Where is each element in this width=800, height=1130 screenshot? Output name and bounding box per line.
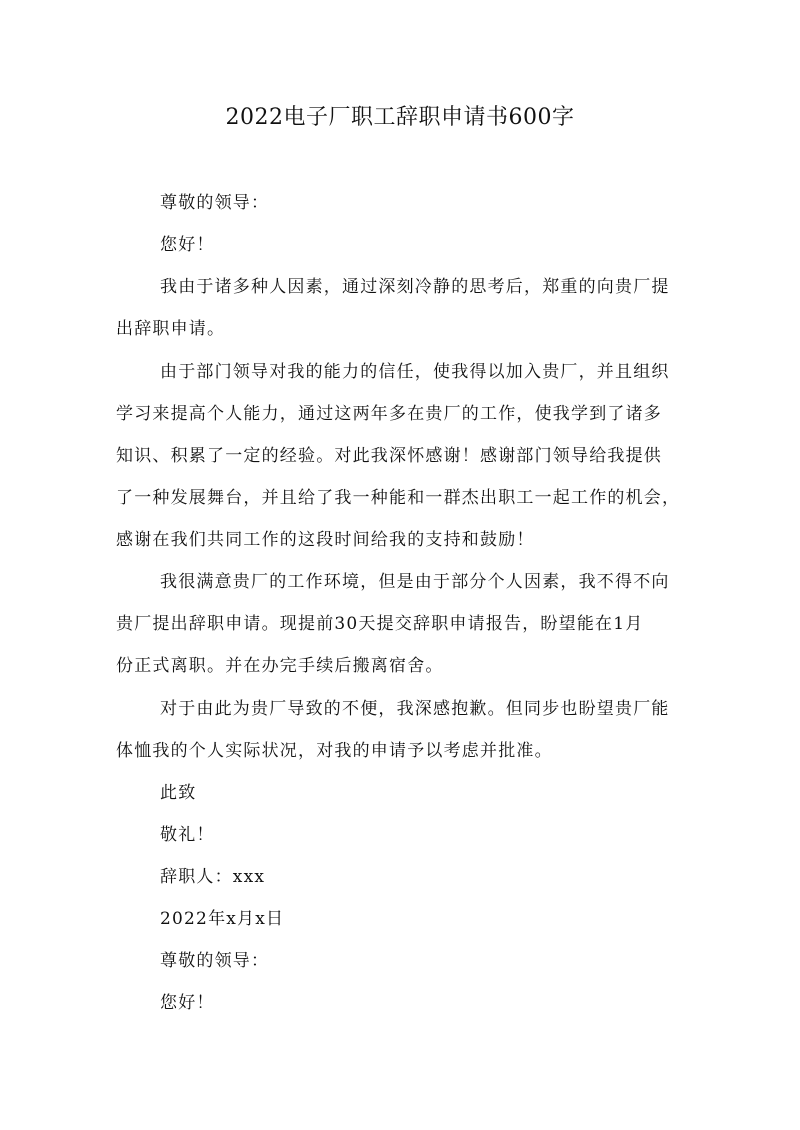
paragraph-2-line-1: 由于部门领导对我的能力的信任，使我得以加入贵厂，并且组织 [160, 362, 670, 382]
paragraph-4-line-2: 体恤我的个人实际状况，对我的申请予以考虑并批准。 [116, 741, 553, 761]
paragraph-3-line-2: 贵厂提出辞职申请。现提前30天提交辞职申请报告，盼望能在1月 [116, 614, 644, 634]
paragraph-2-line-4: 了一种发展舞台，并且给了我一种能和一群杰出职工一起工作的机会， [116, 488, 681, 508]
paragraph-3-line-3: 份正式离职。并在办完手续后搬离宿舍。 [116, 656, 444, 676]
greeting-repeat: 您好！ [160, 993, 215, 1013]
salutation-repeat: 尊敬的领导： [160, 951, 270, 971]
paragraph-2-line-3: 知识、积累了一定的经验。对此我深怀感谢！感谢部门领导给我提供 [116, 446, 662, 466]
paragraph-2-line-5: 感谢在我们共同工作的这段时间给我的支持和鼓励！ [116, 530, 535, 550]
closing-line-2: 敬礼！ [160, 825, 215, 845]
paragraph-1-line-2: 出辞职申请。 [116, 319, 226, 339]
paragraph-3-line-1: 我很满意贵厂的工作环境，但是由于部分个人因素，我不得不向 [160, 572, 670, 592]
paragraph-4-line-1: 对于由此为贵厂导致的不便，我深感抱歉。但同步也盼望贵厂能 [160, 699, 670, 719]
greeting: 您好！ [160, 235, 215, 255]
date-line: 2022年x月x日 [160, 909, 285, 929]
paragraph-2-line-2: 学习来提高个人能力，通过这两年多在贵厂的工作，使我学到了诸多 [116, 404, 662, 424]
closing-line-1: 此致 [160, 783, 197, 803]
document-title: 2022电子厂职工辞职申请书600字 [225, 105, 575, 130]
salutation: 尊敬的领导： [160, 193, 270, 213]
paragraph-1-line-1: 我由于诸多种人因素，通过深刻冷静的思考后，郑重的向贵厂提 [160, 277, 670, 297]
signature-line: 辞职人：xxx [160, 867, 266, 887]
